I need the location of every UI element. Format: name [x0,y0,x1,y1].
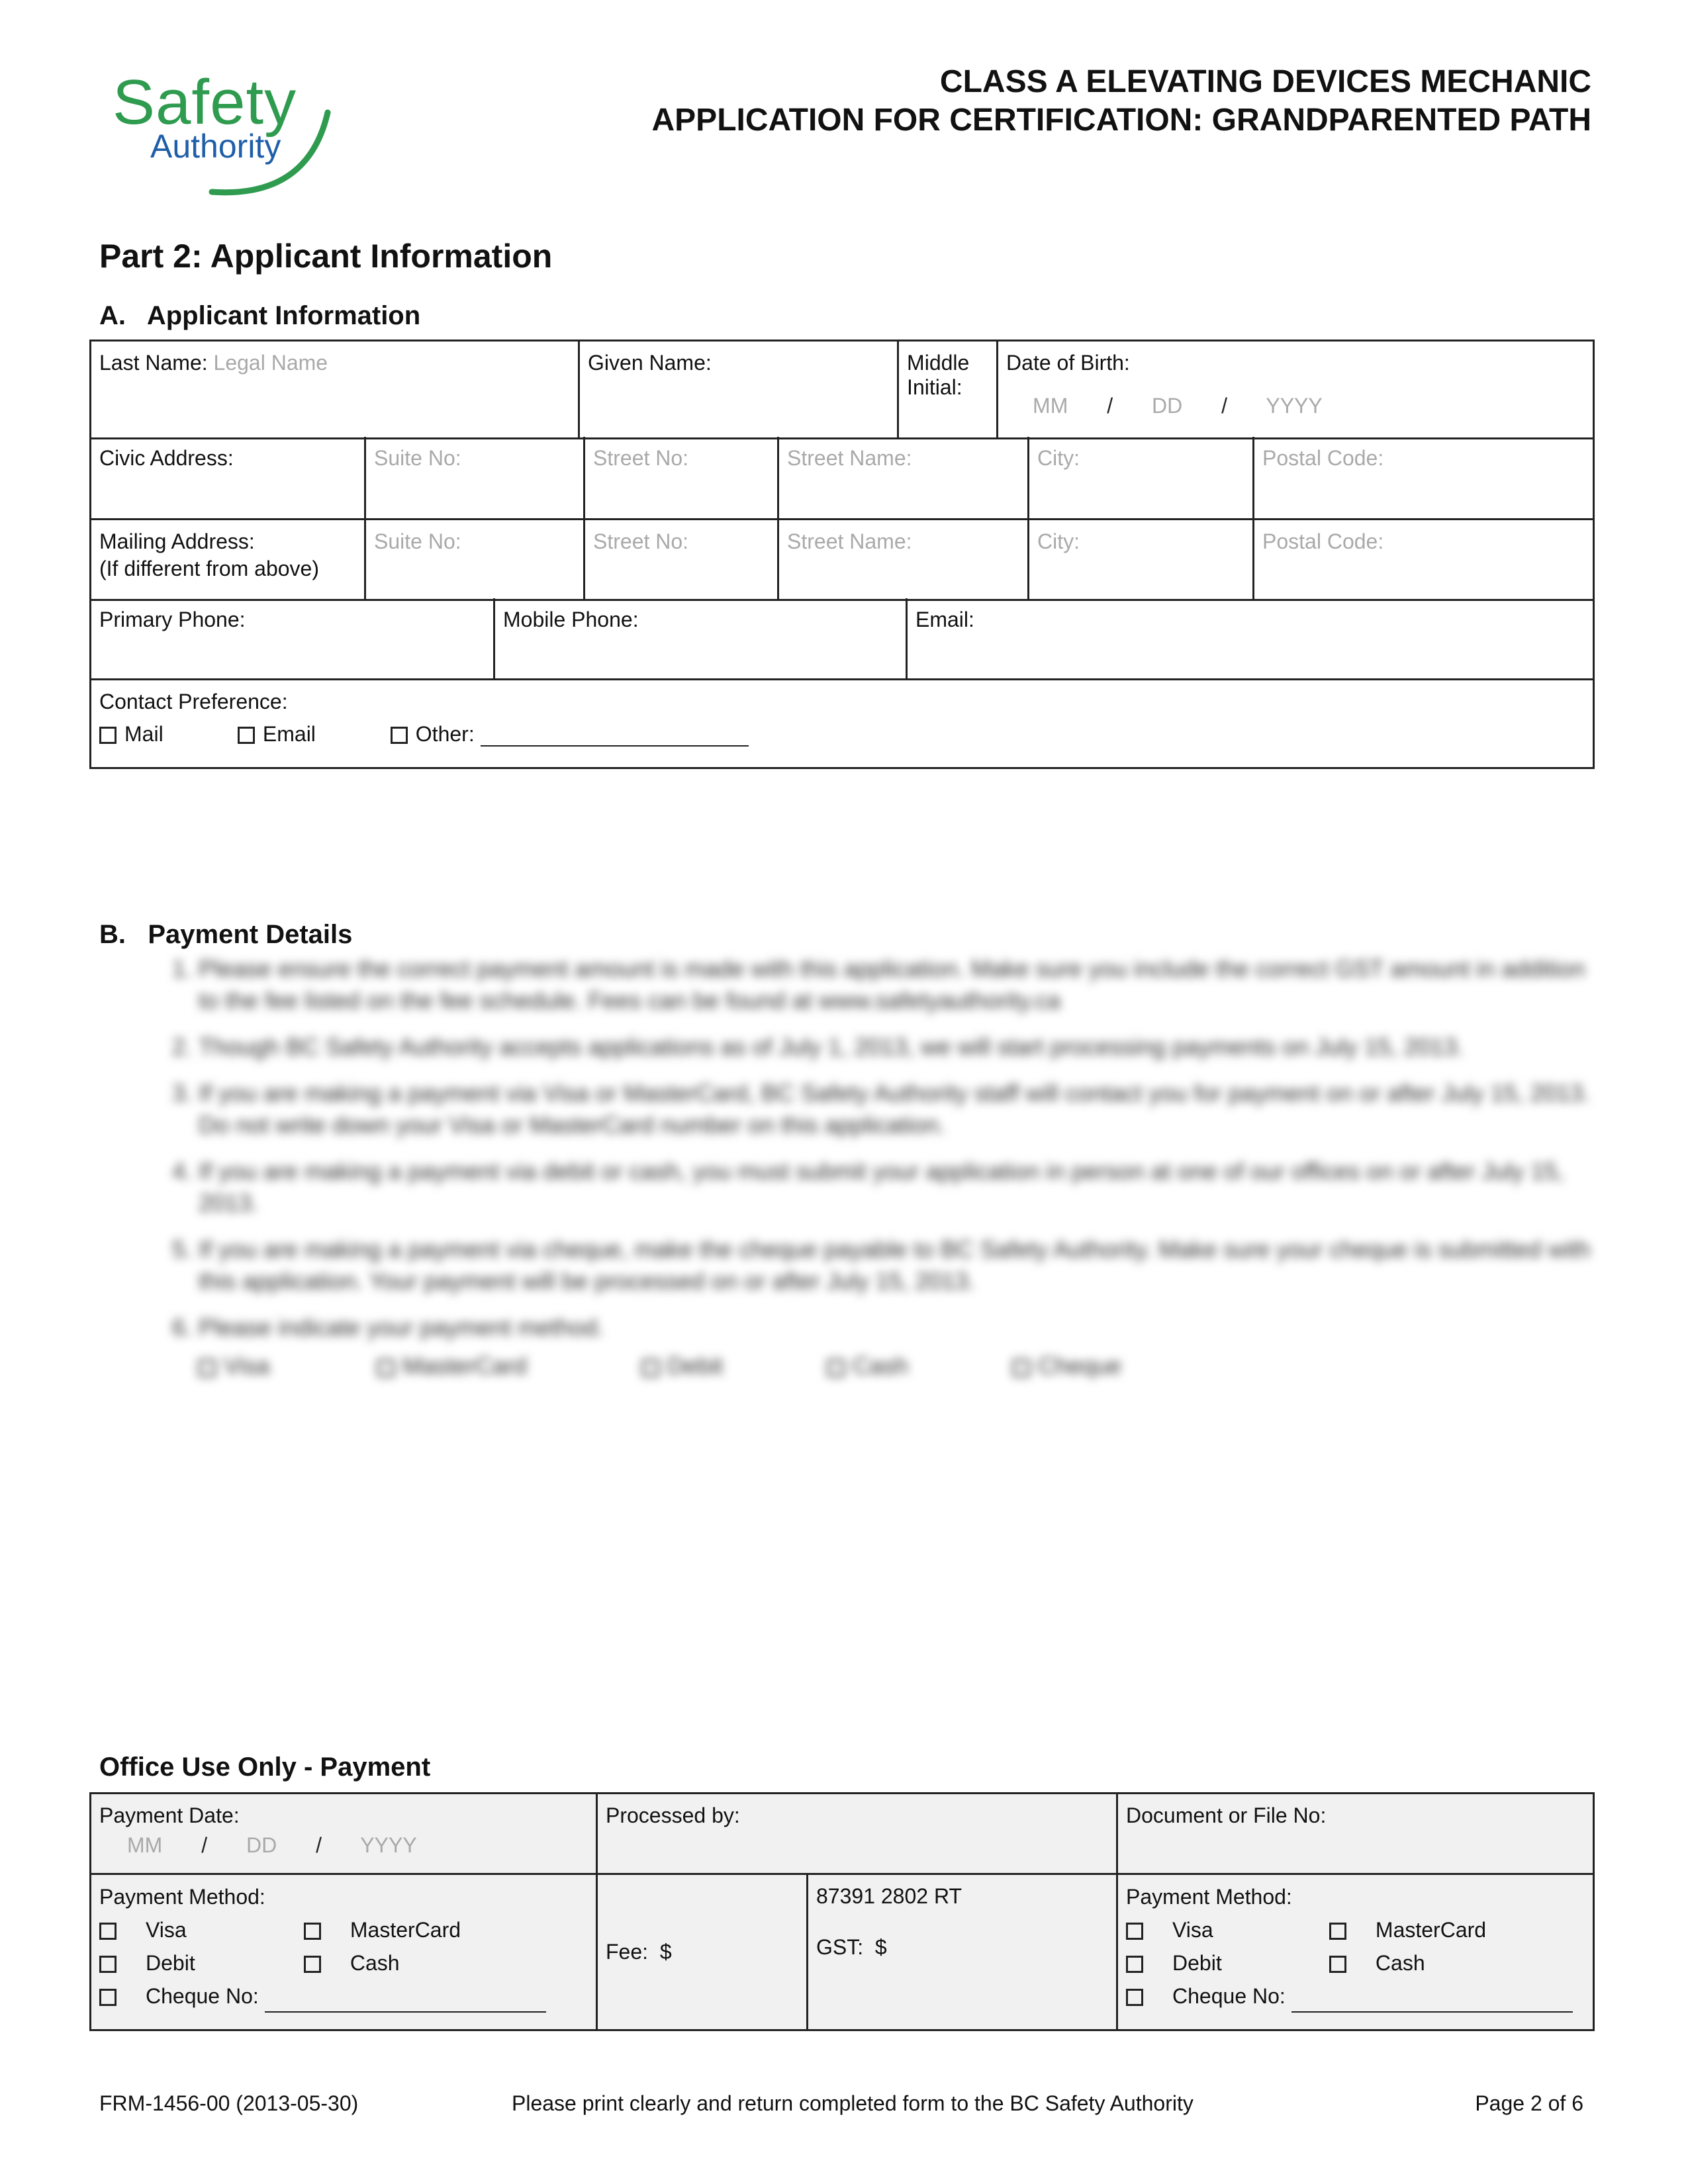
date-separator: / [316,1833,322,1857]
contact-email-label: Email [262,721,316,746]
date-of-birth-field[interactable] [998,341,1594,439]
date-separator: / [201,1833,208,1857]
last-name-placeholder: Legal Name [213,351,328,375]
office-cash-label: Cash [350,1951,400,1975]
payment-method-prompt: Please indicate your payment method. [199,1314,604,1341]
phone-email-row [89,598,1595,769]
contact-mail-option[interactable] [99,722,232,747]
payment-mastercard-option[interactable] [377,1350,635,1382]
logo-text-authority: Authority [150,128,281,165]
document-file-no-field[interactable] [1117,1794,1594,1874]
document-title-line2: APPLICATION FOR CERTIFICATION: GRANDPARENTED PATH [651,103,1591,138]
middle-initial-field[interactable] [898,341,998,439]
checkbox-icon[interactable] [1126,1989,1143,2006]
checkbox-icon[interactable] [642,1359,659,1377]
document-title [652,63,1592,140]
checkbox-icon[interactable] [238,727,255,744]
office-visa-label: Visa [1172,1918,1213,1942]
payment-date-day: DD [246,1833,277,1857]
primary-phone-label: Primary Phone: [99,608,246,631]
office-visa-option[interactable] [99,1913,298,1946]
contact-other-input[interactable] [481,725,749,747]
checkbox-icon[interactable] [99,1923,117,1940]
checkbox-icon[interactable] [827,1359,845,1377]
checkbox-icon[interactable] [304,1923,321,1940]
payment-cheque-label: Cheque [1038,1352,1122,1379]
fee-field[interactable] [597,1874,808,2030]
contact-other-option[interactable] [391,722,749,746]
checkbox-icon[interactable] [304,1956,321,1973]
section-b-heading: B. Payment Details [99,920,353,949]
payment-date-year: YYYY [360,1833,417,1857]
office-mastercard-label: MasterCard [1375,1918,1487,1942]
middle-initial-label: Middle Initial: [907,351,970,399]
contact-preference-field [91,679,1594,768]
payment-instruction: 3. If you are making a payment via Visa or MasterCard, BC Safety Authority staff will contact you for payment on or after July 15, 2013. Do not write down your Visa or MasterCard number on this application. [199,1077,1609,1141]
logo [109,66,341,205]
civic-postal-code-input[interactable]: Postal Code: [1254,437,1594,519]
payment-instruction [199,1312,1609,1382]
office-payment-method-right [1117,1874,1594,2030]
office-debit-option[interactable] [99,1946,298,1979]
mobile-phone-field[interactable] [494,598,907,679]
checkbox-icon[interactable] [99,1956,117,1973]
payment-instruction: 5. If you are making a payment via cheque, make the cheque payable to BC Safety Authority. Make sure your cheque is submitted with this application. Your payment will be processed on or after July 15, 2013. [199,1234,1609,1297]
last-name-label: Last Name: [99,351,208,375]
mailing-street-name-input[interactable]: Street Name: [778,519,1029,600]
given-name-label: Given Name: [588,351,712,375]
office-visa-option[interactable] [1126,1913,1323,1946]
contact-preference-label: Contact Preference: [99,689,288,713]
document-file-no-label: Document or File No: [1126,1803,1327,1827]
payment-date-month: MM [127,1833,163,1857]
office-use-table [89,1792,1595,2031]
logo-swoosh-icon [109,66,341,205]
checkbox-icon[interactable] [1329,1956,1346,1973]
checkbox-icon[interactable] [1329,1923,1346,1940]
mailing-postal-code-input[interactable]: Postal Code: [1254,519,1594,600]
office-mastercard-option[interactable] [304,1918,461,1942]
office-payment-method-left [91,1874,597,2030]
payment-debit-option[interactable] [642,1350,821,1382]
office-cheque-input[interactable] [265,1989,546,2013]
mailing-address-label [91,519,365,600]
payment-cash-label: Cash [853,1352,909,1379]
civic-suite-input[interactable]: Suite No: [365,437,585,519]
gst-field[interactable] [808,1874,1117,2030]
mailing-address-note: (If different from above) [99,556,319,580]
email-field[interactable] [907,598,1594,679]
dob-year: YYYY [1266,394,1323,418]
office-cheque-input[interactable] [1291,1989,1573,2013]
dob-separator: / [1221,394,1228,418]
processed-by-label: Processed by: [606,1803,740,1827]
logo-text-safety: Safety [113,67,297,138]
mailing-suite-input[interactable]: Suite No: [365,519,585,600]
office-cheque-label: Cheque No: [1172,1984,1286,2008]
office-debit-label: Debit [1172,1951,1222,1975]
checkbox-icon[interactable] [391,727,408,744]
payment-date-label: Payment Date: [99,1803,240,1827]
given-name-field[interactable] [579,341,898,439]
office-mastercard-label: MasterCard [350,1918,461,1942]
office-debit-option[interactable] [1126,1946,1323,1979]
mailing-street-no-input[interactable]: Street No: [585,519,778,600]
mobile-phone-label: Mobile Phone: [503,608,639,631]
payment-instruction: 2. Though BC Safety Authority accepts applications as of July 1, 2013, we will start processing payments on July 15, 2013. [199,1031,1609,1063]
payment-visa-option[interactable] [199,1350,371,1382]
office-cash-option[interactable] [304,1951,400,1975]
civic-address-label: Civic Address: [91,437,365,519]
payment-details-list [152,953,1609,1396]
contact-email-option[interactable] [238,722,385,747]
applicant-info-table [89,340,1595,439]
dob-separator: / [1107,394,1113,418]
footer-form-id: FRM-1456-00 (2013-05-30) [99,2091,359,2115]
office-cheque-label: Cheque No: [146,1984,259,2008]
office-cheque-option[interactable] [1126,1979,1585,2013]
fee-label: Fee: $ [606,1940,672,1964]
civic-street-name-input[interactable]: Street Name: [778,437,1029,519]
checkbox-icon[interactable] [99,1989,117,2006]
office-use-heading: Office Use Only - Payment [99,1752,431,1782]
part-title: Part 2: Applicant Information [99,238,553,275]
payment-cash-option[interactable] [827,1350,1006,1382]
primary-phone-field[interactable] [91,598,494,679]
office-payment-method-label: Payment Method: [1126,1885,1292,1909]
payment-mastercard-label: MasterCard [402,1352,528,1379]
office-mastercard-option[interactable] [1329,1918,1486,1942]
office-visa-label: Visa [146,1918,187,1942]
contact-other-label: Other: [415,721,475,746]
office-payment-method-label: Payment Method: [99,1885,265,1909]
civic-address-row [89,437,1595,601]
payment-instruction: 1. Please ensure the correct payment amount is made with this application. Make sure you include the correct GST amount in addition to the fee listed on the fee schedule. Fees can be found at www.safetyauthority.ca [199,953,1609,1017]
gst-number: 87391 2802 RT [816,1884,962,1908]
email-label: Email: [915,608,974,631]
contact-mail-label: Mail [124,721,164,746]
office-debit-label: Debit [146,1951,195,1975]
payment-visa-label: Visa [224,1352,270,1379]
payment-cheque-option[interactable] [1013,1350,1121,1382]
gst-label: GST: $ [816,1935,887,1959]
checkbox-icon[interactable] [1126,1956,1143,1973]
dob-day: DD [1152,394,1183,418]
office-cash-label: Cash [1375,1951,1425,1975]
checkbox-icon[interactable] [99,727,117,744]
section-a-heading: A. Applicant Information [99,301,421,330]
processed-by-field[interactable] [597,1794,1117,1874]
checkbox-icon[interactable] [1013,1359,1030,1377]
office-cash-option[interactable] [1329,1951,1425,1975]
mailing-address-title: Mailing Address: [99,529,255,553]
payment-instruction: 4. If you are making a payment via debit or cash, you must submit your application in person at one of our offices on or after July 15, 2013. [199,1156,1609,1219]
dob-month: MM [1033,394,1068,418]
date-of-birth-label: Date of Birth: [1006,351,1130,375]
checkbox-icon[interactable] [1126,1923,1143,1940]
payment-date-field[interactable] [91,1794,597,1874]
civic-street-no-input[interactable]: Street No: [585,437,778,519]
checkbox-icon[interactable] [199,1359,216,1377]
payment-debit-label: Debit [667,1352,724,1379]
checkbox-icon[interactable] [377,1359,395,1377]
footer-note: Please print clearly and return completed form to the BC Safety Authority [512,2091,1194,2115]
civic-city-input[interactable]: City: [1029,437,1254,519]
footer-page-number: Page 2 of 6 [1475,2091,1583,2115]
last-name-field[interactable] [91,341,579,439]
document-title-line1: CLASS A ELEVATING DEVICES MECHANIC [939,64,1591,99]
mailing-city-input[interactable]: City: [1029,519,1254,600]
office-cheque-option[interactable] [99,1979,588,2013]
